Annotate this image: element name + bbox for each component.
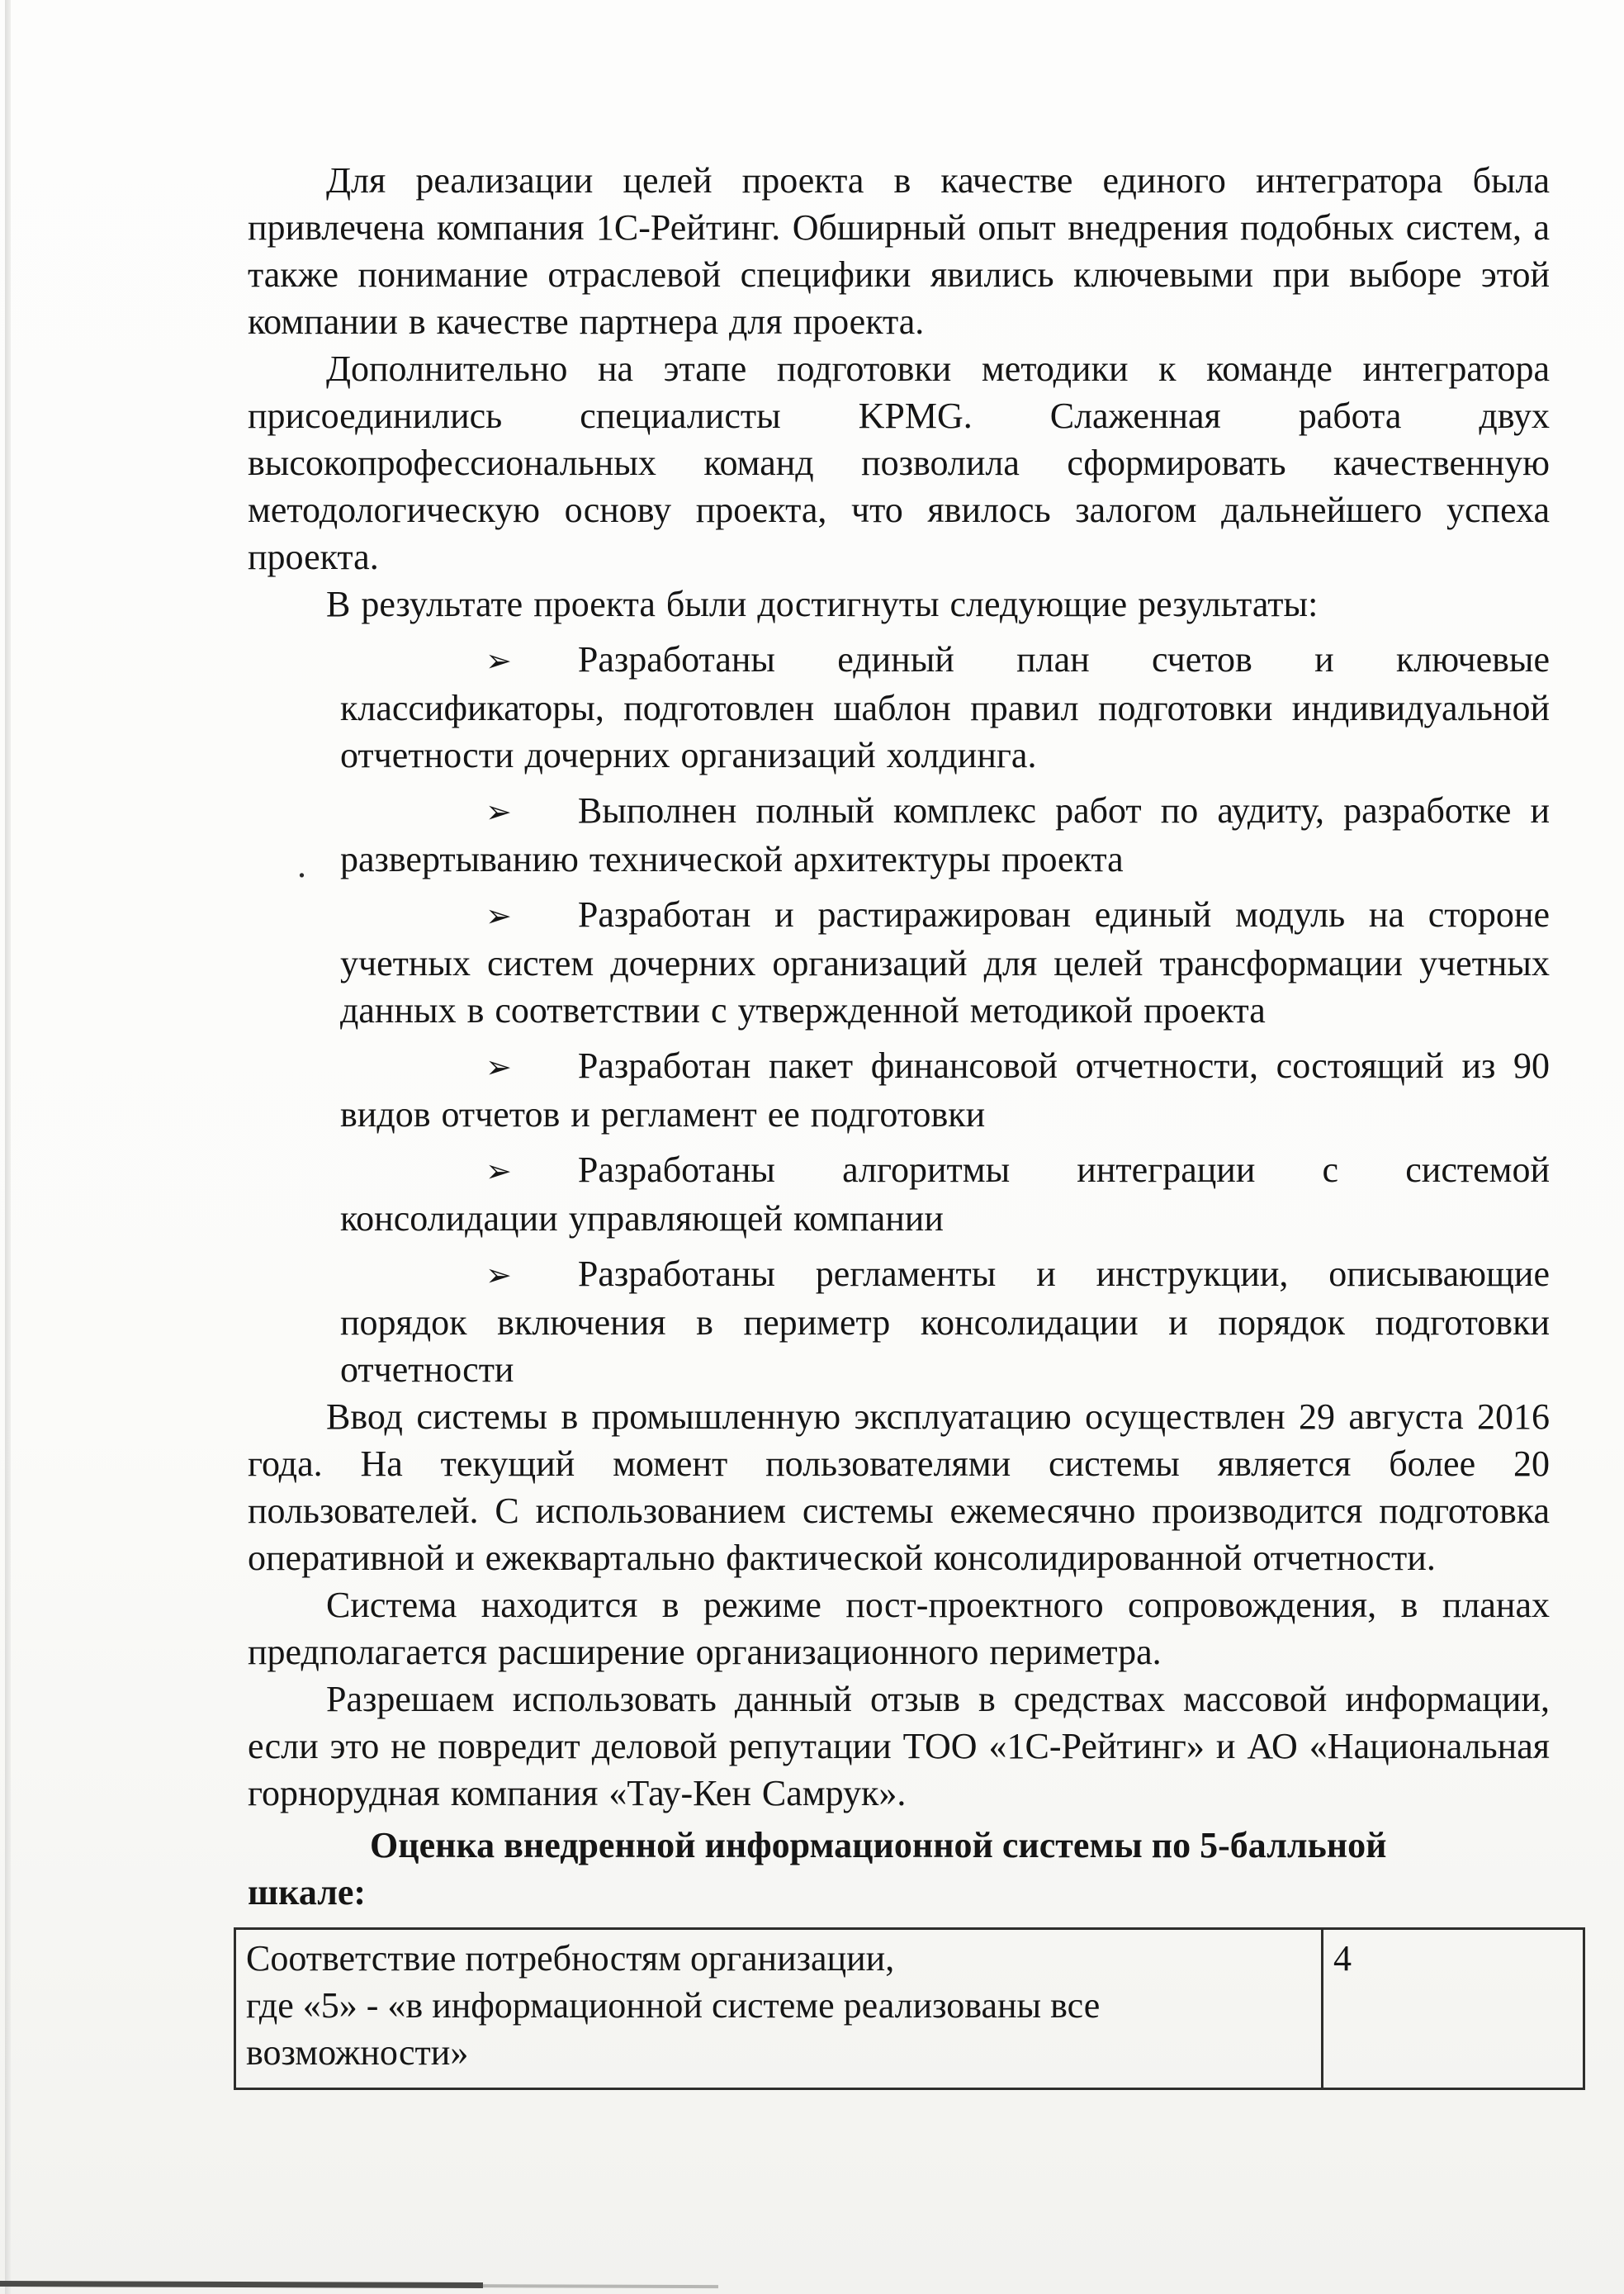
paragraph-results-intro: В результате проекта были достигнуты следующие результаты: [326, 584, 1319, 624]
bullet-item-audit-architecture [340, 787, 1550, 883]
bullet-item-reporting-package [340, 1042, 1550, 1138]
rating-heading-line1: Оценка внедренной информационной системы по 5-балльной [370, 1825, 1387, 1865]
bullet-text: Выполнен полный комплекс работ по аудиту, разработке и развертыванию технической архитектуры проекта [340, 790, 1550, 879]
paragraph-media-permission: Разрешаем использовать данный отзыв в средствах массовой информации, если это не повредит деловой репутации ТОО «1С-Рейтинг» и АО «Национальная горнорудная компания «Тау-Кен Самрук». [248, 1679, 1550, 1813]
bullet-text: Разработан пакет финансовой отчетности, состоящий из 90 видов отчетов и регламент ее подготовки [340, 1045, 1550, 1135]
document-body [248, 157, 1550, 2090]
criterion-line2: где «5» - «в информационной системе реализованы все возможности» [246, 1985, 1101, 2073]
rating-heading-line2: шкале: [248, 1872, 367, 1912]
bullet-item-unified-module [340, 891, 1550, 1034]
bullet-item-plan-of-accounts [340, 636, 1550, 779]
bullet-arrow-icon: ➢ [485, 794, 512, 830]
scan-left-edge-band [5, 0, 11, 2294]
criterion-line1: Соответствие потребностям организации, [246, 1938, 895, 1979]
bullet-text: Разработаны регламенты и инструкции, описывающие порядок включения в периметр консолидации и порядок подготовки отчетности [340, 1254, 1550, 1390]
bullet-arrow-icon: ➢ [485, 898, 512, 934]
paragraph-support-mode: Система находится в режиме пост-проектного сопровождения, в планах предполагается расширение организационного периметра. [248, 1585, 1550, 1672]
paragraph-kpmg: Дополнительно на этапе подготовки методики к команде интегратора присоединились специалисты KPMG. Слаженная работа двух высокопрофессиональных команд позволила сформировать качественную методологическую основу проекта, что явилось залогом дальнейшего успеха проекта. [248, 348, 1550, 577]
bullet-text: Разработаны единый план счетов и ключевые классификаторы, подготовлен шаблон правил подготовки индивидуальной отчетности дочерних организаций холдинга. [340, 639, 1550, 775]
bullet-arrow-icon: ➢ [485, 1153, 512, 1189]
paragraph-integrator: Для реализации целей проекта в качестве единого интегратора была привлечена компания 1С-Рейтинг. Обширный опыт внедрения подобных систем, а также понимание отраслевой специфики явились ключевыми при выборе этой компании в качестве партнера для проекта. [248, 160, 1550, 342]
rating-table [234, 1927, 1585, 2090]
paragraph-go-live: Ввод системы в промышленную эксплуатацию осуществлен 29 августа 2016 года. На текущий момент пользователями системы является более 20 пользователей. С использованием системы ежемесячно производится подготовка оперативной и ежеквартально фактической консолидированной отчетности. [248, 1396, 1550, 1578]
bullet-arrow-icon: ➢ [485, 1257, 512, 1293]
scan-bottom-edge-faint [446, 2284, 718, 2288]
score-cell: 4 [1323, 1929, 1584, 2089]
bullet-arrow-icon: ➢ [485, 1049, 512, 1085]
bullet-item-regulations [340, 1250, 1550, 1393]
bullet-text: Разработаны алгоритмы интеграции с системой консолидации управляющей компании [340, 1149, 1550, 1239]
bullet-arrow-icon: ➢ [485, 642, 512, 679]
scan-stray-dot: . [297, 845, 306, 885]
bullet-item-integration-algorithms [340, 1146, 1550, 1242]
criterion-cell [235, 1929, 1323, 2089]
scan-bottom-edge-line [0, 2281, 483, 2288]
rating-table-row [235, 1929, 1584, 2089]
rating-scale-heading [248, 1822, 1550, 1916]
bullet-text: Разработан и растиражирован единый модуль на стороне учетных систем дочерних организаций для целей трансформации учетных данных в соответствии с утвержденной методикой проекта [340, 894, 1550, 1031]
